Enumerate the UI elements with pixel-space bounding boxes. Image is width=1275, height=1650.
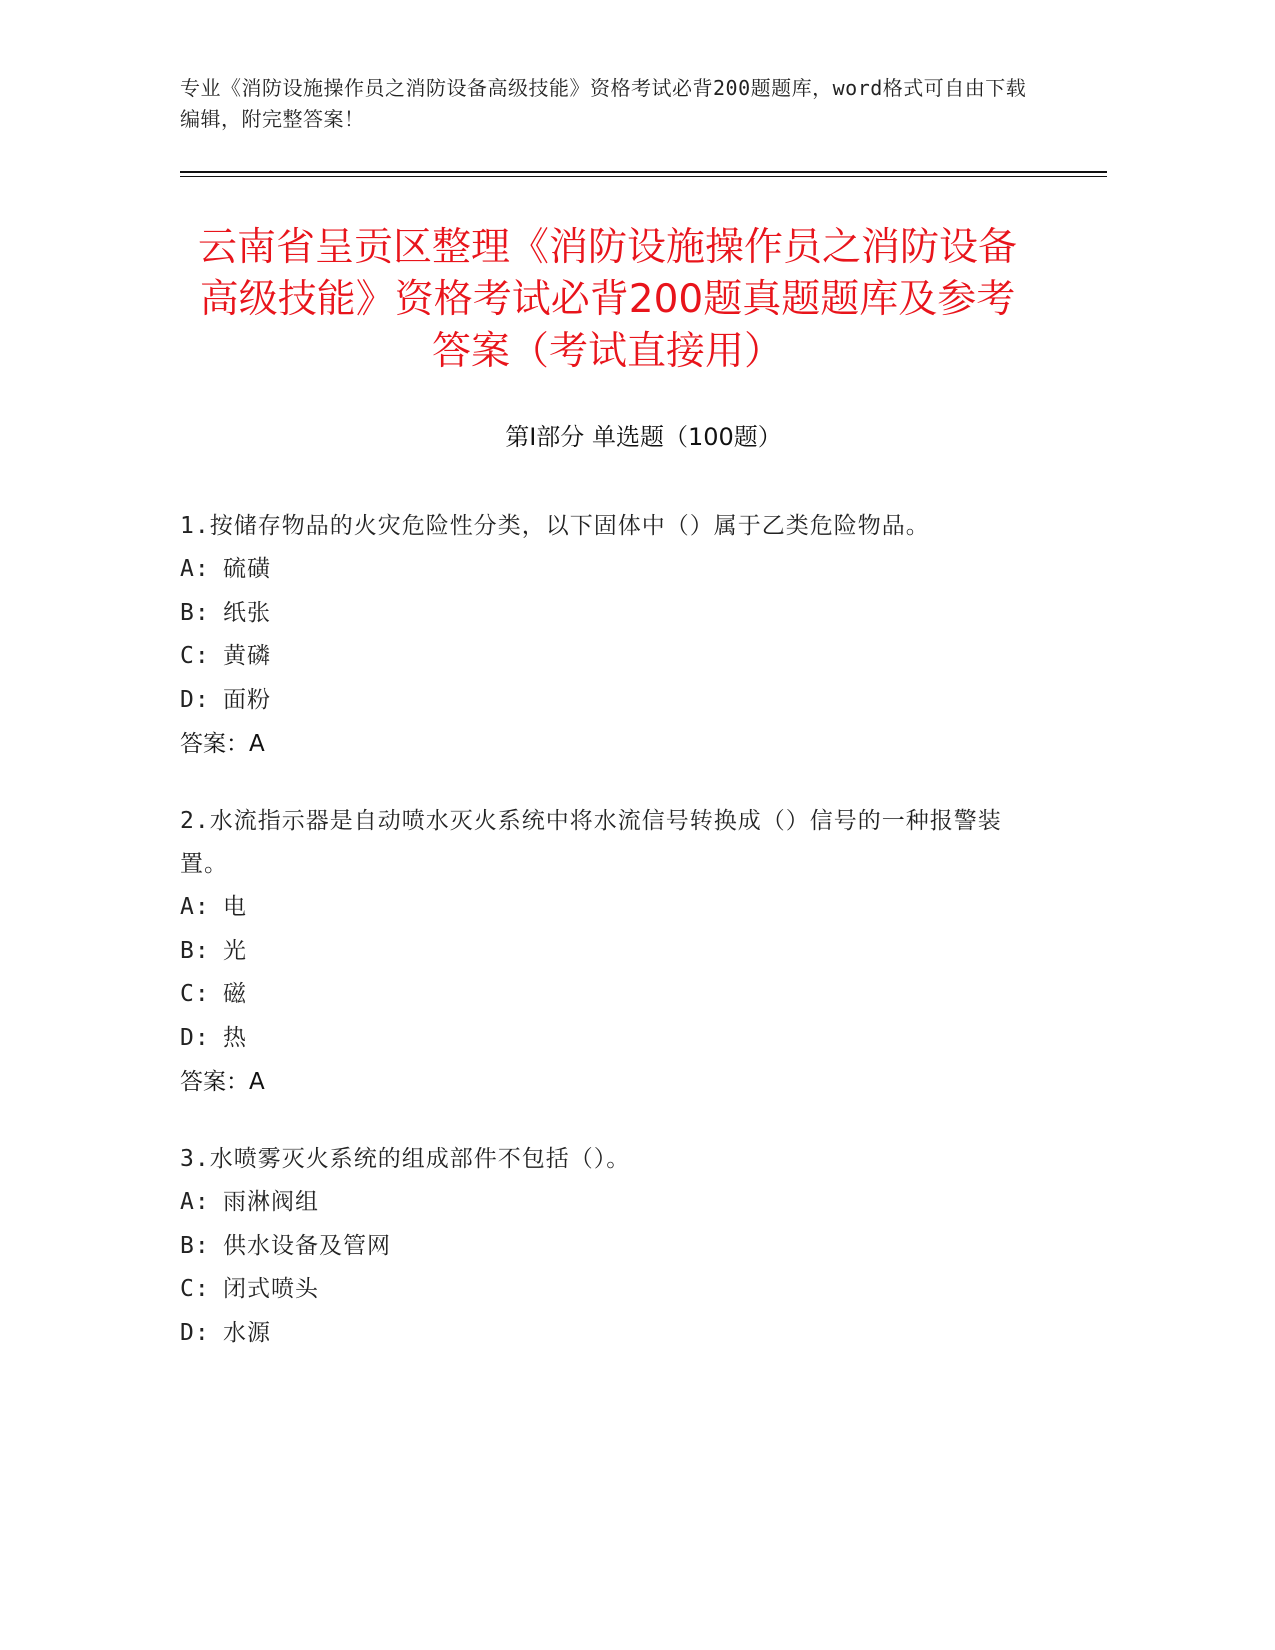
option-d [180, 1312, 1020, 1356]
option-text: 供水设备及管网 [223, 1232, 391, 1259]
option-text: 硫磺 [223, 556, 271, 582]
option-key: C: [180, 981, 210, 1007]
option-key: A: [180, 1189, 210, 1215]
question-stem: 3.水喷雾灭火系统的组成部件不包括（）。 [180, 1146, 631, 1172]
section-heading: 第Ⅰ部分 单选题（100题） [505, 423, 782, 451]
option-text: 纸张 [223, 599, 271, 626]
question-list [180, 505, 1020, 1389]
option-key: B: [180, 1232, 210, 1259]
option-key: A: [180, 556, 210, 582]
question-item [180, 1138, 1020, 1355]
option-key: D: [180, 686, 210, 713]
option-text: 黄磷 [223, 643, 271, 669]
option-d [180, 1017, 1020, 1061]
option-text: 面粉 [223, 686, 271, 713]
option-key: D: [180, 1319, 210, 1346]
option-text: 热 [223, 1024, 247, 1051]
question-stem: 1.按储存物品的火灾危险性分类，以下固体中（）属于乙类危险物品。 [180, 513, 930, 539]
document-title: 云南省呈贡区整理《消防设施操作员之消防设备高级技能》资格考试必背200题真题题库及参考答案（考试直接用） [197, 225, 1017, 374]
option-a [180, 1181, 1020, 1225]
option-text: 电 [223, 894, 247, 920]
option-key: B: [180, 937, 210, 964]
option-c [180, 635, 1020, 679]
option-key: C: [180, 1276, 210, 1302]
header-note: 专业《消防设施操作员之消防设备高级技能》资格考试必背200题题库，word格式可自由下载编辑，附完整答案！ [180, 76, 1027, 131]
option-text: 闭式喷头 [223, 1276, 319, 1302]
header-divider-thin [180, 176, 1107, 177]
option-b [180, 592, 1020, 636]
option-b [180, 930, 1020, 974]
question-item [180, 505, 1020, 766]
option-key: D: [180, 1024, 210, 1051]
option-text: 水源 [223, 1319, 271, 1346]
option-c [180, 973, 1020, 1017]
option-d [180, 679, 1020, 723]
option-key: A: [180, 894, 210, 920]
header-divider-thick [180, 171, 1107, 173]
option-key: C: [180, 643, 210, 669]
question-stem: 2.水流指示器是自动喷水灭火系统中将水流信号转换成（）信号的一种报警装置。 [180, 808, 1002, 877]
question-item [180, 800, 1020, 1104]
option-a [180, 548, 1020, 592]
option-key: B: [180, 599, 210, 626]
answer-line: 答案：A [180, 1069, 265, 1095]
option-text: 雨淋阀组 [223, 1189, 319, 1215]
option-b [180, 1225, 1020, 1269]
option-a [180, 886, 1020, 930]
option-c [180, 1268, 1020, 1312]
option-text: 光 [223, 937, 247, 964]
answer-line: 答案：A [180, 731, 265, 757]
option-text: 磁 [223, 981, 247, 1007]
